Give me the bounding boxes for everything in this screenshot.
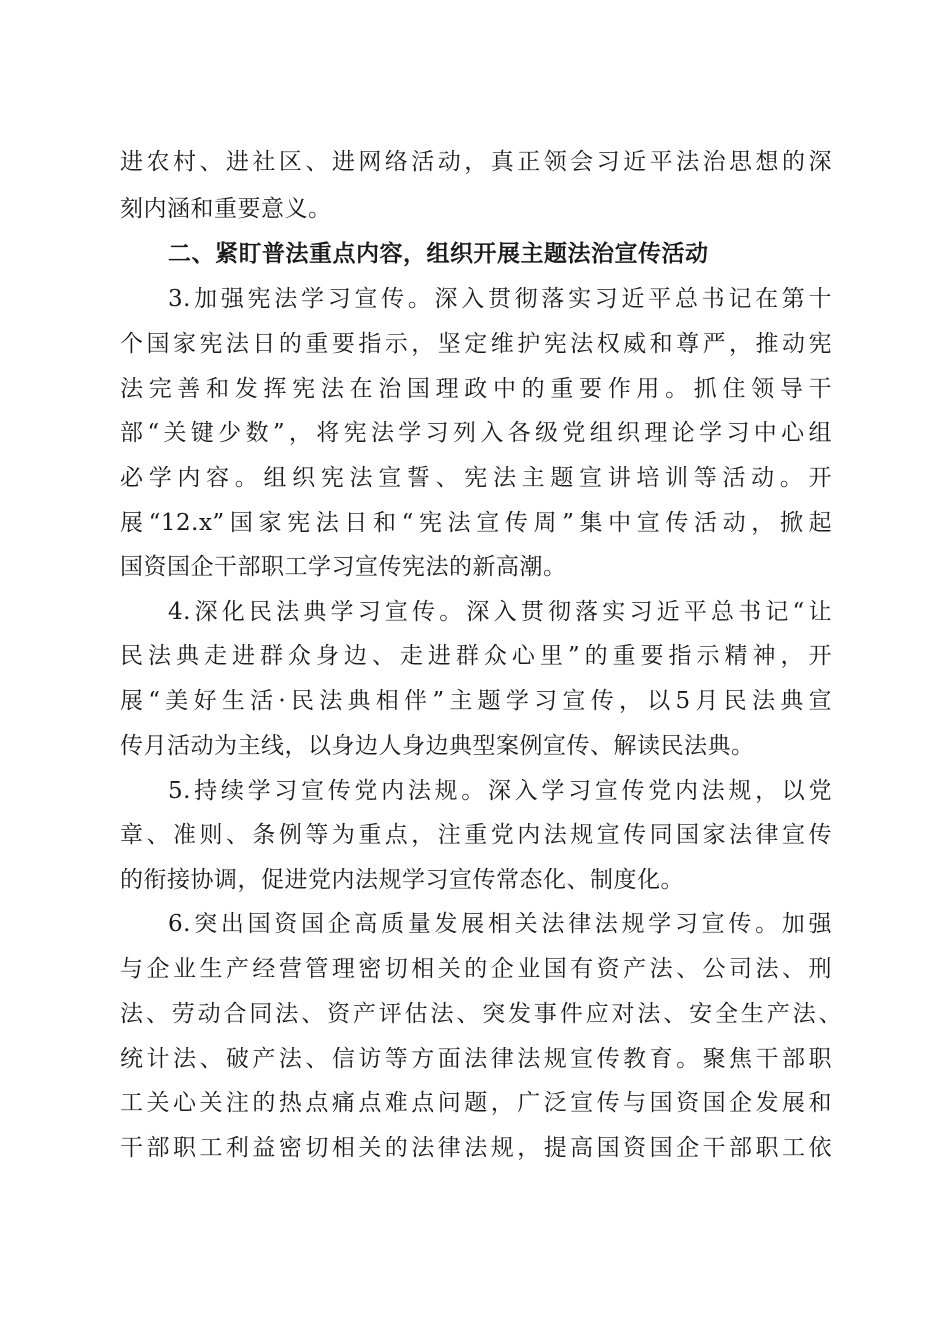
text-line: 的衔接协调，促进党内法规学习宣传常态化、制度化。: [120, 867, 684, 893]
text-line: 展“美好生活·民法典相伴”主题学习宣传，以5月民法典宣: [120, 688, 832, 714]
text-line: 展“12.x”国家宪法日和“宪法宣传周”集中宣传活动，掀起: [120, 510, 832, 536]
text-line: 工关心关注的热点痛点难点问题，广泛宣传与国资国企发展和: [120, 1090, 832, 1116]
text-line: 刻内涵和重要意义。: [120, 196, 332, 222]
text-line: 必学内容。组织宪法宣誓、宪法主题宣讲培训等活动。开: [120, 465, 832, 491]
text-line: 个国家宪法日的重要指示，坚定维护宪法权威和尊严，推动宪: [120, 331, 832, 357]
paragraph-start-line: 5.持续学习宣传党内法规。深入学习宣传党内法规，以党: [168, 778, 832, 804]
text-line: 进农村、进社区、进网络活动，真正领会习近平法治思想的深: [120, 149, 832, 175]
text-line: 传月活动为主线，以身边人身边典型案例宣传、解读民法典。: [120, 733, 755, 759]
text-line: 法、劳动合同法、资产评估法、突发事件应对法、安全生产法、: [120, 1001, 842, 1027]
text-line: 与企业生产经营管理密切相关的企业国有资产法、公司法、刑: [120, 956, 832, 982]
paragraph-start-line: 3.加强宪法学习宣传。深入贯彻落实习近平总书记在第十: [168, 286, 832, 312]
text-line: 国资国企干部职工学习宣传宪法的新高潮。: [120, 554, 567, 580]
text-line: 章、准则、条例等为重点，注重党内法规宣传同国家法律宣传: [120, 822, 832, 848]
text-line: 干部职工利益密切相关的法律法规，提高国资国企干部职工依: [120, 1135, 832, 1161]
paragraph-start-line: 4.深化民法典学习宣传。深入贯彻落实习近平总书记“让: [168, 599, 832, 625]
text-line: 部“关键少数”，将宪法学习列入各级党组织理论学习中心组: [120, 420, 832, 446]
text-line: 法完善和发挥宪法在治国理政中的重要作用。抓住领导干: [120, 376, 832, 402]
text-line: 民法典走进群众身边、走进群众心里”的重要指示精神，开: [120, 643, 832, 669]
text-line: 统计法、破产法、信访等方面法律法规宣传教育。聚焦干部职: [120, 1046, 832, 1072]
section-heading: 二、紧盯普法重点内容，组织开展主题法治宣传活动: [168, 241, 709, 267]
paragraph-start-line: 6.突出国资国企高质量发展相关法律法规学习宣传。加强: [168, 911, 832, 937]
